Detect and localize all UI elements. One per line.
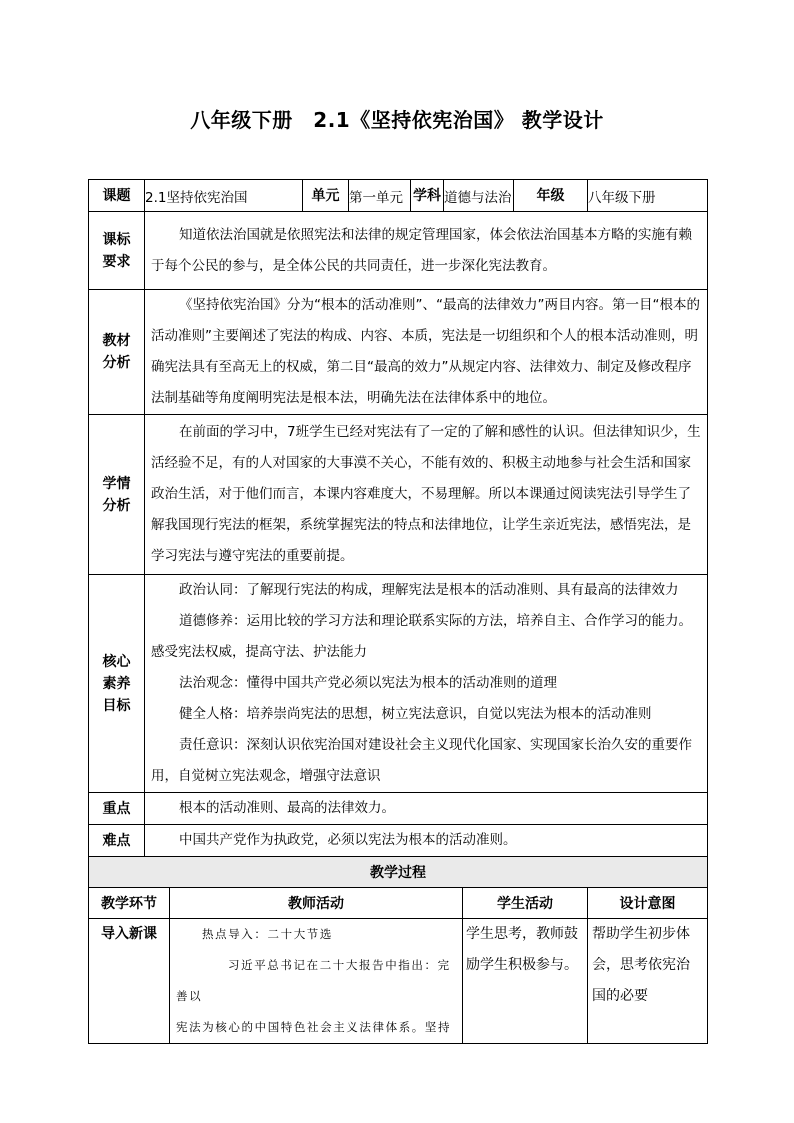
process-title: 教学过程 — [89, 857, 708, 888]
topic-value: 2.1坚持依宪治国 — [145, 180, 303, 212]
core-goals — [145, 575, 708, 793]
page-title: 八年级下册 2.1《坚持依宪治国》 教学设计 — [190, 108, 604, 132]
curriculum-text: 知道依法治国就是依照宪法和法律的规定管理国家，体会依法治国基本方略的实施有赖于每个公民的参与，是全体公民的共同责任，进一步深化宪法教育。 — [145, 212, 708, 290]
core-row — [89, 575, 708, 793]
learners-label: 学情 分析 — [89, 415, 145, 575]
design-intent-cell: 帮助学生初步体会，思考依宪治国的必要 — [588, 919, 708, 1044]
process-header-row — [89, 888, 708, 919]
textbook-text: 《坚持依宪治国》分为“根本的活动准则”、“最高的法律效力”两目内容。第一目“根本的活动准则”主要阐述了宪法的构成、内容、本质，宪法是一切组织和个人的根本活动准则，明确宪法具有至高无上的权威，第二目“最高的效力”从规定内容、法律效力、制定及修改程序法制基础等角度阐明宪法是根本法，明确先法在法律体系中的地位。 — [145, 290, 708, 415]
difficulty-label: 难点 — [89, 825, 145, 857]
grade-label: 年级 — [514, 180, 588, 212]
textbook-row — [89, 290, 708, 415]
unit-value: 第一单元 — [349, 180, 411, 212]
difficulty-row — [89, 825, 708, 857]
key-point-row — [89, 793, 708, 825]
core-goal-item: 健全人格：培养崇尚宪法的思想，树立宪法意识，自觉以宪法为根本的活动准则 — [179, 706, 652, 722]
col-teacher-header: 教师活动 — [170, 888, 463, 919]
core-label: 核心 素养 目标 — [89, 575, 145, 793]
col-design-header: 设计意图 — [588, 888, 708, 919]
subject-value: 道德与法治 — [444, 180, 514, 212]
key-point-text: 根本的活动准则、最高的法律效力。 — [145, 793, 708, 825]
teacher-activity-cell: 热点导入：二十大节选 习近平总书记在二十大报告中指出：完善以 宪法为核心的中国特色社会主义法律体系。坚持 — [170, 919, 463, 1044]
textbook-label: 教材 分析 — [89, 290, 145, 415]
lesson-plan-table — [88, 179, 708, 1044]
difficulty-text: 中国共产党作为执政党，必须以宪法为根本的活动准则。 — [145, 825, 708, 857]
col-stage-header: 教学环节 — [89, 888, 170, 919]
process-title-row — [89, 857, 708, 888]
subject-label: 学科 — [411, 180, 444, 212]
curriculum-label: 课标 要求 — [89, 212, 145, 290]
learners-row — [89, 415, 708, 575]
unit-label: 单元 — [303, 180, 349, 212]
learners-text: 在前面的学习中，7班学生已经对宪法有了一定的了解和感性的认识。但法律知识少，生活经验不足，有的人对国家的大事漠不关心，不能有效的、积极主动地参与社会生活和国家政治生活，对于他们而言，本课内容难度大，不易理解。所以本课通过阅读宪法引导学生了解我国现行宪法的框架，系统掌握宪法的特点和法律地位，让学生亲近宪法，感悟宪法，是学习宪法与遵守宪法的重要前提。 — [145, 415, 708, 575]
core-goal-item: 道德修养：运用比较的学习方法和理论联系实际的方法，培养自主、合作学习的能力。感受宪法权威，提高守法、护法能力 — [151, 613, 692, 660]
col-student-header: 学生活动 — [463, 888, 588, 919]
process-row — [89, 919, 708, 1044]
stage-cell: 导入新课 — [89, 919, 170, 1044]
core-goal-item: 责任意识：深刻认识依宪治国对建设社会主义现代化国家、实现国家长治久安的重要作用，自觉树立宪法观念，增强守法意识 — [151, 737, 692, 784]
core-goal-item: 政治认同：了解现行宪法的构成，理解宪法是根本的活动准则、具有最高的法律效力 — [179, 582, 679, 598]
core-goal-item: 法治观念：懂得中国共产党必须以宪法为根本的活动准则的道理 — [179, 675, 557, 691]
key-point-label: 重点 — [89, 793, 145, 825]
grade-value: 八年级下册 — [588, 180, 708, 212]
curriculum-row — [89, 212, 708, 290]
student-activity-cell: 学生思考，教师鼓励学生积极参与。 — [463, 919, 588, 1044]
topic-label: 课题 — [89, 180, 145, 212]
info-row — [89, 180, 708, 212]
